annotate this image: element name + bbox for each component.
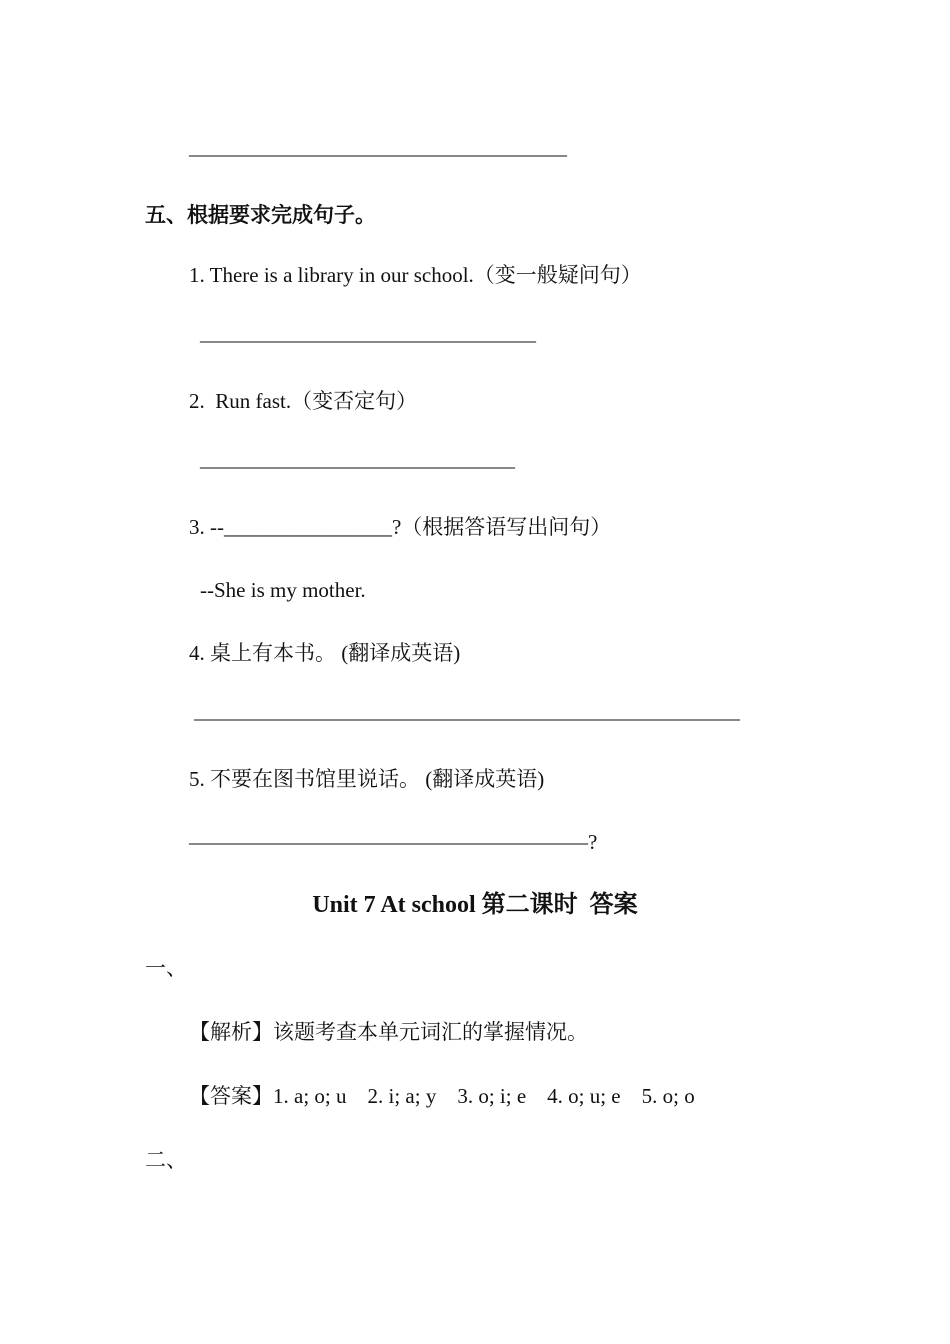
section-heading: 五、根据要求完成句子。 (145, 203, 376, 227)
answer-blank-line: —————————————————————————— (194, 706, 740, 730)
answer-blank-line: —————————————————— (189, 142, 567, 166)
question-2: 2. Run fast.（变否定句） (189, 389, 418, 413)
answer-title: Unit 7 At school 第二课时 答案 (312, 892, 638, 918)
analysis-text: 【解析】该题考查本单元词汇的掌握情况。 (189, 1020, 588, 1044)
question-1: 1. There is a library in our school.（变一般疑问句） (189, 263, 642, 287)
part-label: 二、 (145, 1148, 187, 1172)
question-5: 5. 不要在图书馆里说话。 (翻译成英语) (189, 767, 545, 791)
answer-blank-line: ——————————————— (200, 454, 515, 478)
answer-text: 【答案】1. a; o; u 2. i; a; y 3. o; i; e 4. o; u; e 5. o; o (189, 1084, 695, 1108)
answer-blank-line: ———————————————————? (189, 830, 598, 854)
part-label: 一、 (145, 956, 187, 980)
question-3-reply: --She is my mother. (200, 578, 366, 602)
question-3: 3. --________________?（根据答语写出问句） (189, 515, 612, 539)
question-4: 4. 桌上有本书。 (翻译成英语) (189, 641, 461, 665)
answer-blank-line: ———————————————— (200, 328, 536, 352)
